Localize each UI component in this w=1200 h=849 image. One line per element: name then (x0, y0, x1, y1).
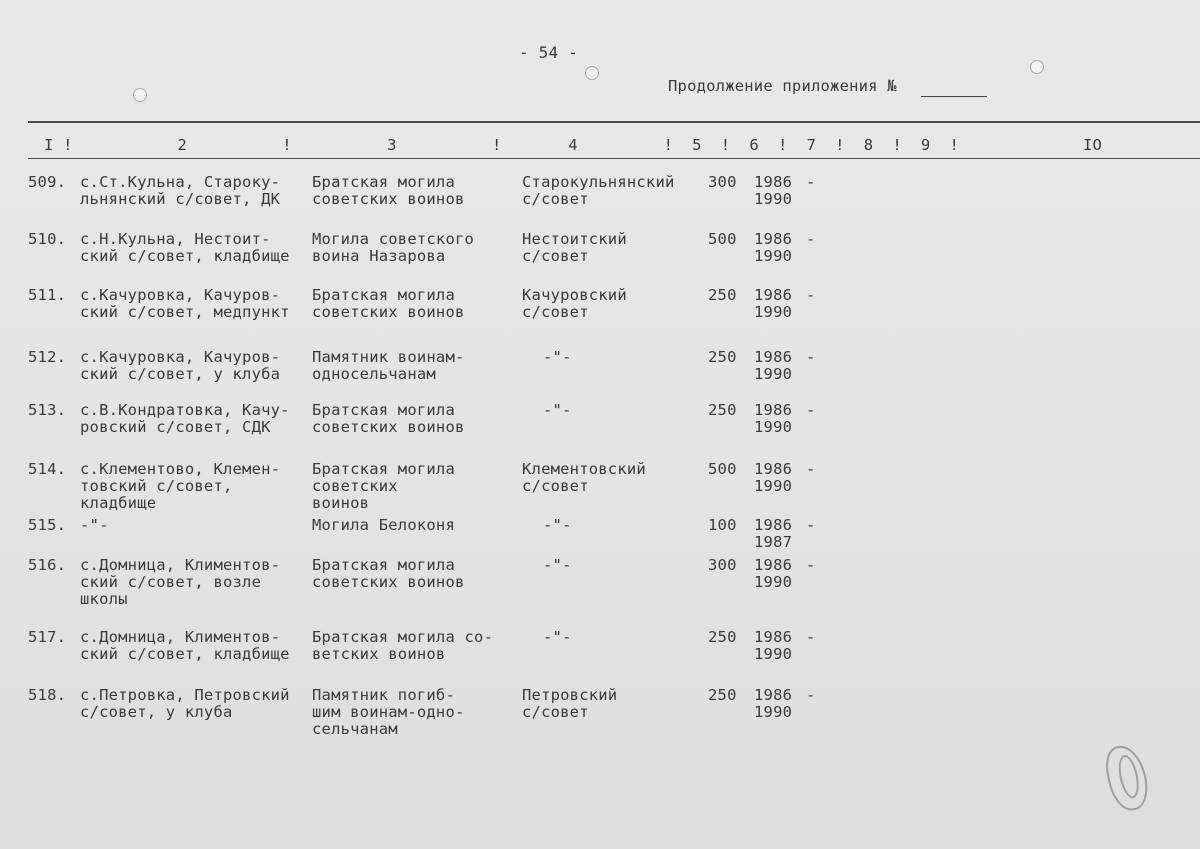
object-line: советских воинов (312, 573, 465, 591)
handwritten-signature (1102, 742, 1153, 814)
year-start: 1986 (754, 286, 793, 304)
dash-mark: - (806, 516, 816, 534)
object-line: Братская могила (312, 556, 455, 574)
year-end: 1990 (754, 303, 793, 321)
location-line: с.Домница, Климентов- (80, 628, 281, 646)
row-number: 510. (28, 230, 67, 248)
year-end: 1990 (754, 418, 793, 436)
count-value: 250 (708, 286, 737, 304)
object-line: Памятник воинам- (312, 348, 465, 366)
owner-line: с/совет (522, 703, 589, 721)
count-value: 250 (708, 348, 737, 366)
location-line: с.Качуровка, Качуров- (80, 348, 281, 366)
owner-line: с/совет (522, 247, 589, 265)
location-line: с.В.Кондратовка, Качу- (80, 401, 290, 419)
row-number: 509. (28, 173, 67, 191)
count-value: 500 (708, 460, 737, 478)
owner-line: -"- (543, 516, 572, 534)
owner-line: -"- (543, 628, 572, 646)
count-value: 250 (708, 401, 737, 419)
year-start: 1986 (754, 460, 793, 478)
year-end: 1990 (754, 365, 793, 383)
table-header-rule (28, 158, 1200, 159)
object-line: Памятник погиб- (312, 686, 455, 704)
year-start: 1986 (754, 230, 793, 248)
location-line: ский с/совет, кладбище (80, 645, 290, 663)
object-line: Могила советского (312, 230, 475, 248)
owner-line: с/совет (522, 190, 589, 208)
punch-hole (133, 88, 147, 102)
count-value: 500 (708, 230, 737, 248)
count-value: 100 (708, 516, 737, 534)
continuation-title: Продолжение приложения № (668, 77, 897, 95)
location-line: с.Ст.Кульна, Староку- (80, 173, 281, 191)
location-line: ровский с/совет, СДК (80, 418, 271, 436)
location-line: товский с/совет, (80, 477, 233, 495)
row-number: 515. (28, 516, 67, 534)
row-number: 514. (28, 460, 67, 478)
object-line: советских воинов (312, 418, 465, 436)
count-value: 300 (708, 173, 737, 191)
dash-mark: - (806, 401, 816, 419)
object-line: Могила Белоконя (312, 516, 455, 534)
dash-mark: - (806, 286, 816, 304)
object-line: Братская могила (312, 173, 455, 191)
location-line: с/совет, у клуба (80, 703, 233, 721)
year-end: 1990 (754, 573, 793, 591)
year-end: 1990 (754, 645, 793, 663)
object-line: Братская могила (312, 286, 455, 304)
owner-line: Старокульнянский (522, 173, 675, 191)
year-start: 1986 (754, 628, 793, 646)
object-line: советских воинов (312, 190, 465, 208)
dash-mark: - (806, 173, 816, 191)
owner-line: Нестоитский (522, 230, 627, 248)
page-number: - 54 - (519, 43, 578, 62)
dash-mark: - (806, 628, 816, 646)
row-number: 517. (28, 628, 67, 646)
dash-mark: - (806, 686, 816, 704)
location-line: с.Клементово, Клемен- (80, 460, 281, 478)
year-end: 1990 (754, 247, 793, 265)
object-line: ветских воинов (312, 645, 446, 663)
object-line: воинов (312, 494, 370, 512)
owner-line: с/совет (522, 303, 589, 321)
year-end: 1990 (754, 477, 793, 495)
appendix-number-blank (921, 96, 987, 97)
year-start: 1986 (754, 516, 793, 534)
row-number: 512. (28, 348, 67, 366)
year-start: 1986 (754, 556, 793, 574)
row-number: 516. (28, 556, 67, 574)
count-value: 300 (708, 556, 737, 574)
owner-line: -"- (543, 556, 572, 574)
location-line: ский с/совет, у клуба (80, 365, 281, 383)
count-value: 250 (708, 686, 737, 704)
location-line: ский с/совет, возле (80, 573, 262, 591)
object-line: Братская могила со- (312, 628, 494, 646)
object-line: сельчанам (312, 720, 398, 738)
year-start: 1986 (754, 173, 793, 191)
dash-mark: - (806, 556, 816, 574)
location-line: с.Н.Кульна, Нестоит- (80, 230, 271, 248)
location-line: кладбище (80, 494, 157, 512)
year-start: 1986 (754, 401, 793, 419)
location-line: с.Домница, Климентов- (80, 556, 281, 574)
location-line: с.Качуровка, Качуров- (80, 286, 281, 304)
object-line: Братская могила (312, 401, 455, 419)
object-line: шим воинам-одно- (312, 703, 465, 721)
punch-hole (585, 66, 599, 80)
location-line: школы (80, 590, 128, 608)
owner-line: с/совет (522, 477, 589, 495)
year-start: 1986 (754, 686, 793, 704)
owner-line: Петровский (522, 686, 618, 704)
object-line: воина Назарова (312, 247, 446, 265)
owner-line: Качуровский (522, 286, 627, 304)
owner-line: -"- (543, 401, 572, 419)
location-line: льнянский с/совет, ДК (80, 190, 281, 208)
column-headers: I ! 2 ! 3 ! 4 ! 5 ! 6 ! 7 ! 8 ! 9 ! IO (44, 136, 1103, 154)
dash-mark: - (806, 348, 816, 366)
object-line: советских (312, 477, 398, 495)
row-number: 518. (28, 686, 67, 704)
owner-line: -"- (543, 348, 572, 366)
location-line: ский с/совет, кладбище (80, 247, 290, 265)
object-line: односельчанам (312, 365, 436, 383)
year-end: 1987 (754, 533, 793, 551)
owner-line: Клементовский (522, 460, 646, 478)
count-value: 250 (708, 628, 737, 646)
object-line: советских воинов (312, 303, 465, 321)
row-number: 511. (28, 286, 67, 304)
object-line: Братская могила (312, 460, 455, 478)
location-line: с.Петровка, Петровский (80, 686, 290, 704)
punch-hole (1030, 60, 1044, 74)
table-top-rule (28, 121, 1200, 123)
year-end: 1990 (754, 703, 793, 721)
year-start: 1986 (754, 348, 793, 366)
location-line: ский с/совет, медпункт (80, 303, 290, 321)
dash-mark: - (806, 230, 816, 248)
row-number: 513. (28, 401, 67, 419)
dash-mark: - (806, 460, 816, 478)
location-line: -"- (80, 516, 109, 534)
year-end: 1990 (754, 190, 793, 208)
